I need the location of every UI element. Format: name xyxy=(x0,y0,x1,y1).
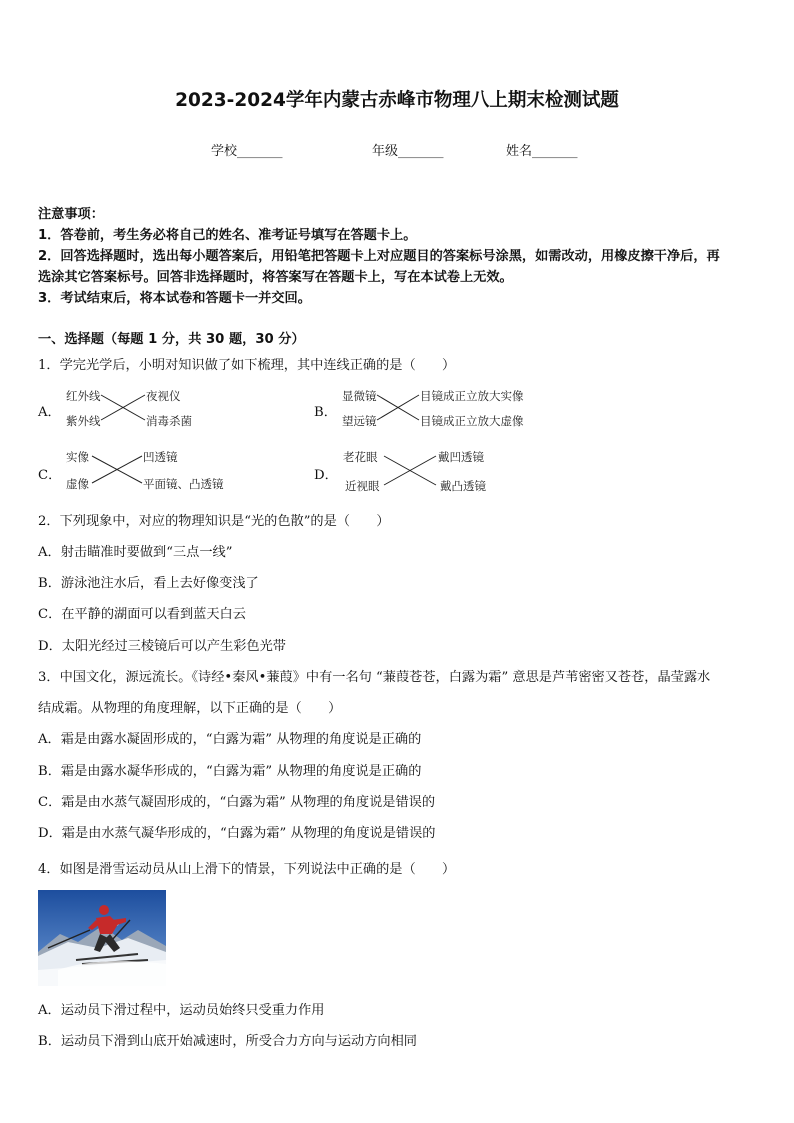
section-heading: 一、选择题（每题 1 分，共 30 题，30 分） xyxy=(38,332,305,347)
q2-option: A．射击瞄准时要做到“三点一线” xyxy=(38,545,233,560)
q1-option-d-label: D． xyxy=(314,468,338,483)
q1-d-connect-lines xyxy=(384,456,436,485)
q1-a-connect-lines xyxy=(101,395,145,420)
q1-c-left-2: 虚像 xyxy=(66,477,89,491)
question-1-stem: 1．学完光学后，小明对知识做了如下梳理，其中连线正确的是（ ） xyxy=(38,358,456,373)
q1-c-right-2: 平面镜、凸透镜 xyxy=(143,477,224,491)
q1-a-left-2: 紫外线 xyxy=(66,414,101,428)
q4-option: A．运动员下滑过程中，运动员始终只受重力作用 xyxy=(38,1003,325,1018)
q2-option: B．游泳池注水后，看上去好像变浅了 xyxy=(38,576,259,591)
q1-b-left-2: 望远镜 xyxy=(342,414,377,428)
q1-a-right-1: 夜视仪 xyxy=(146,389,181,403)
q1-c-connect-lines xyxy=(92,456,142,483)
question-3-stem-cont: 结成霜。从物理的角度理解，以下正确的是（ ） xyxy=(38,701,342,716)
grade-field: 年级_______ xyxy=(372,144,444,159)
q2-option: D．太阳光经过三棱镜后可以产生彩色光带 xyxy=(38,639,286,654)
q1-a-right-2: 消毒杀菌 xyxy=(146,414,192,428)
q1-option-b-label: B． xyxy=(314,405,337,420)
q4-option: B．运动员下滑到山底开始减速时，所受合力方向与运动方向相同 xyxy=(38,1034,417,1049)
q3-option: B．霜是由露水凝华形成的，“白露为霜” 从物理的角度说是正确的 xyxy=(38,764,422,779)
q1-option-c-label: C． xyxy=(38,468,62,483)
q1-d-right-2: 戴凸透镜 xyxy=(440,479,486,493)
q1-b-right-2: 目镜成正立放大虚像 xyxy=(420,414,524,428)
q1-c-right-1: 凹透镜 xyxy=(143,450,178,464)
q1-b-right-1: 目镜成正立放大实像 xyxy=(420,389,524,403)
q3-option: A．霜是由露水凝固形成的，“白露为霜” 从物理的角度说是正确的 xyxy=(38,732,422,747)
q1-b-connect-lines xyxy=(377,395,419,420)
notice-item: 3．考试结束后，将本试卷和答题卡一并交回。 xyxy=(38,291,311,306)
q1-option-a-label: A． xyxy=(38,405,61,420)
notice-item: 1．答卷前，考生务必将自己的姓名、准考证号填写在答题卡上。 xyxy=(38,228,417,243)
q1-c-left-1: 实像 xyxy=(66,450,89,464)
q1-a-left-1: 红外线 xyxy=(66,389,101,403)
name-field: 姓名_______ xyxy=(506,144,578,159)
q1-d-right-1: 戴凹透镜 xyxy=(438,450,484,464)
question-2-stem: 2．下列现象中，对应的物理知识是“光的色散”的是（ ） xyxy=(38,514,390,529)
page-title: 2023-2024学年内蒙古赤峰市物理八上期末检测试题 xyxy=(175,90,619,111)
notice-item: 2．回答选择题时，选出每小题答案后，用铅笔把答题卡上对应题目的答案标号涂黑，如需改动，用橡皮擦干净后，再 xyxy=(38,249,720,264)
school-field: 学校_______ xyxy=(211,144,283,159)
q1-d-left-1: 老花眼 xyxy=(343,450,378,464)
q3-option: C．霜是由水蒸气凝固形成的，“白露为霜” 从物理的角度说是错误的 xyxy=(38,795,436,810)
q3-option: D．霜是由水蒸气凝华形成的，“白露为霜” 从物理的角度说是错误的 xyxy=(38,826,436,841)
q1-d-left-2: 近视眼 xyxy=(345,479,380,493)
question-3-stem: 3．中国文化，源远流长。《诗经•秦风•蒹葭》中有一名句 “蒹葭苍苍，白露为霜” 意思是芦苇密密又苍苍，晶莹露水 xyxy=(38,670,711,685)
q2-option: C．在平静的湖面可以看到蓝天白云 xyxy=(38,607,246,622)
notice-heading: 注意事项： xyxy=(38,207,104,222)
notice-item: 选涂其它答案标号。回答非选择题时，将答案写在答题卡上，写在本试卷上无效。 xyxy=(38,270,513,285)
question-4-stem: 4．如图是滑雪运动员从山上滑下的情景，下列说法中正确的是（ ） xyxy=(38,862,456,877)
q1-b-left-1: 显微镜 xyxy=(342,389,377,403)
skier-photo xyxy=(38,890,166,986)
